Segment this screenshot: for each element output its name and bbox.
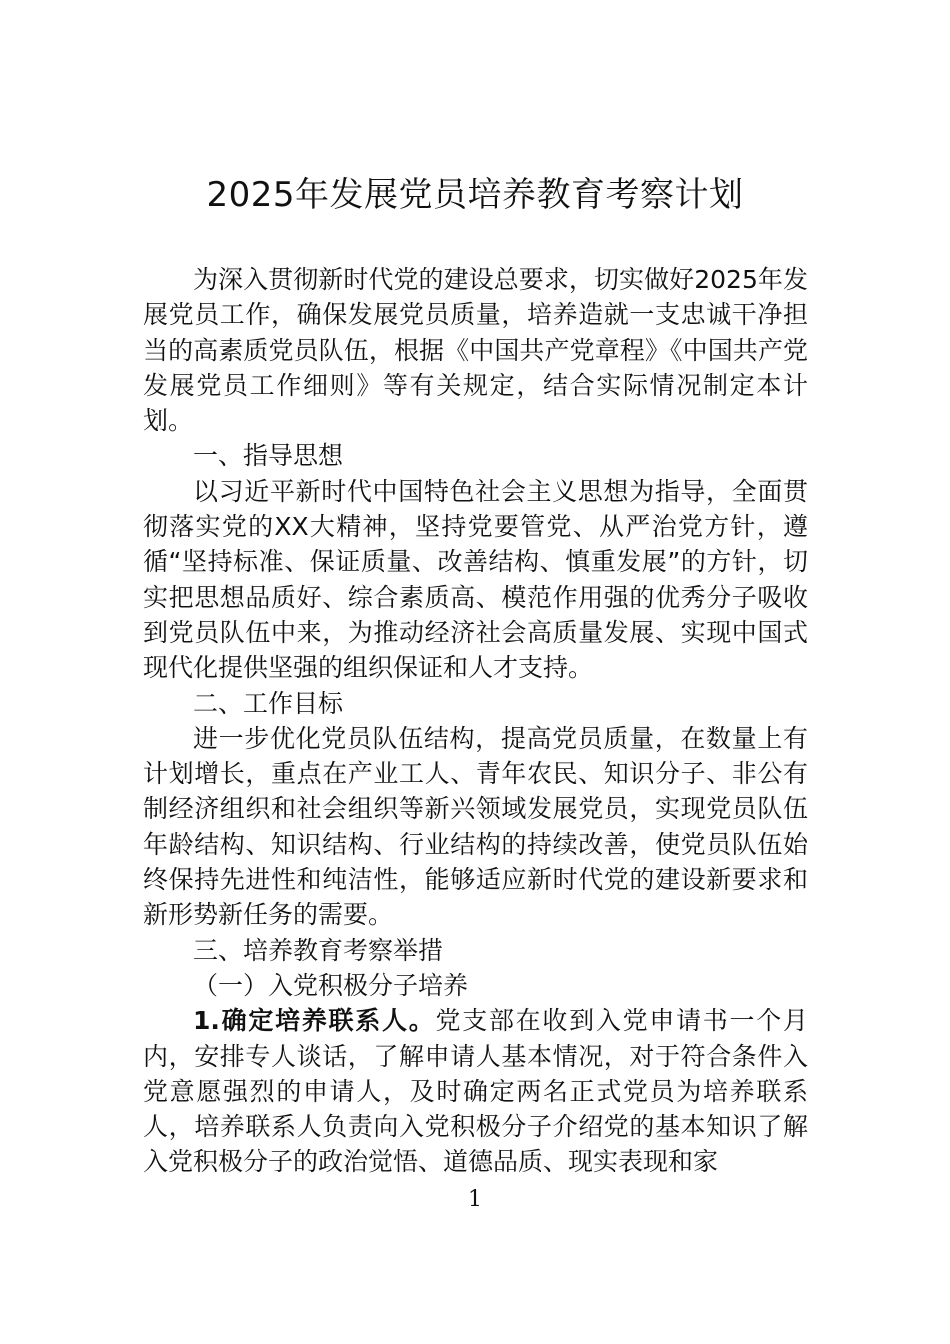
section-heading-work-goals: 二、工作目标 [193, 688, 344, 718]
subsection-heading-activist-training: （一）入党积极分子培养 [193, 970, 469, 1000]
intro-paragraph: 为深入贯彻新时代党的建设总要求，切实做好2025年发展党员工作，确保发展党员质量，培养造就一支忠诚干净担当的高素质党员队伍，根据《中国共产党章程》《中国共产党发展党员工作细则》等有关规定，结合实际情况制定本计划。 [143, 265, 808, 436]
item-1-paragraph [143, 1003, 808, 1179]
work-goals-paragraph: 进一步优化党员队伍结构，提高党员质量，在数量上有计划增长，重点在产业工人、青年农民、知识分子、非公有制经济组织和社会组织等新兴领域发展党员，实现党员队伍年龄结构、知识结构、行业结构的持续改善，使党员队伍始终保持先进性和纯洁性，能够适应新时代党的建设新要求和新形势新任务的需要。 [143, 723, 808, 930]
document-body [143, 262, 808, 1180]
item-1-heading: 1.确定培养联系人。 [193, 1006, 436, 1036]
item-1-text: 党支部在收到入党申请书一个月内，安排专人谈话，了解申请人基本情况，对于符合条件入党意愿强烈的申请人，及时确定两名正式党员为培养联系人，培养联系人负责向入党积极分子介绍党的基本知识了解入党积极分子的政治觉悟、道德品质、现实表现和家 [143, 1006, 808, 1177]
document-title: 2025年发展党员培养教育考察计划 [206, 175, 744, 215]
guiding-ideology-paragraph: 以习近平新时代中国特色社会主义思想为指导，全面贯彻落实党的XX大精神，坚持党要管党、从严治党方针，遵循“坚持标准、保证质量、改善结构、慎重发展”的方针，切实把思想品质好、综合素质高、模范作用强的优秀分子吸收到党员队伍中来，为推动经济社会高质量发展、实现中国式现代化提供坚强的组织保证和人才支持。 [143, 476, 808, 683]
page-number: 1 [468, 1187, 482, 1212]
section-heading-measures: 三、培养教育考察举措 [193, 935, 444, 965]
section-heading-guiding-ideology: 一、指导思想 [193, 441, 344, 471]
